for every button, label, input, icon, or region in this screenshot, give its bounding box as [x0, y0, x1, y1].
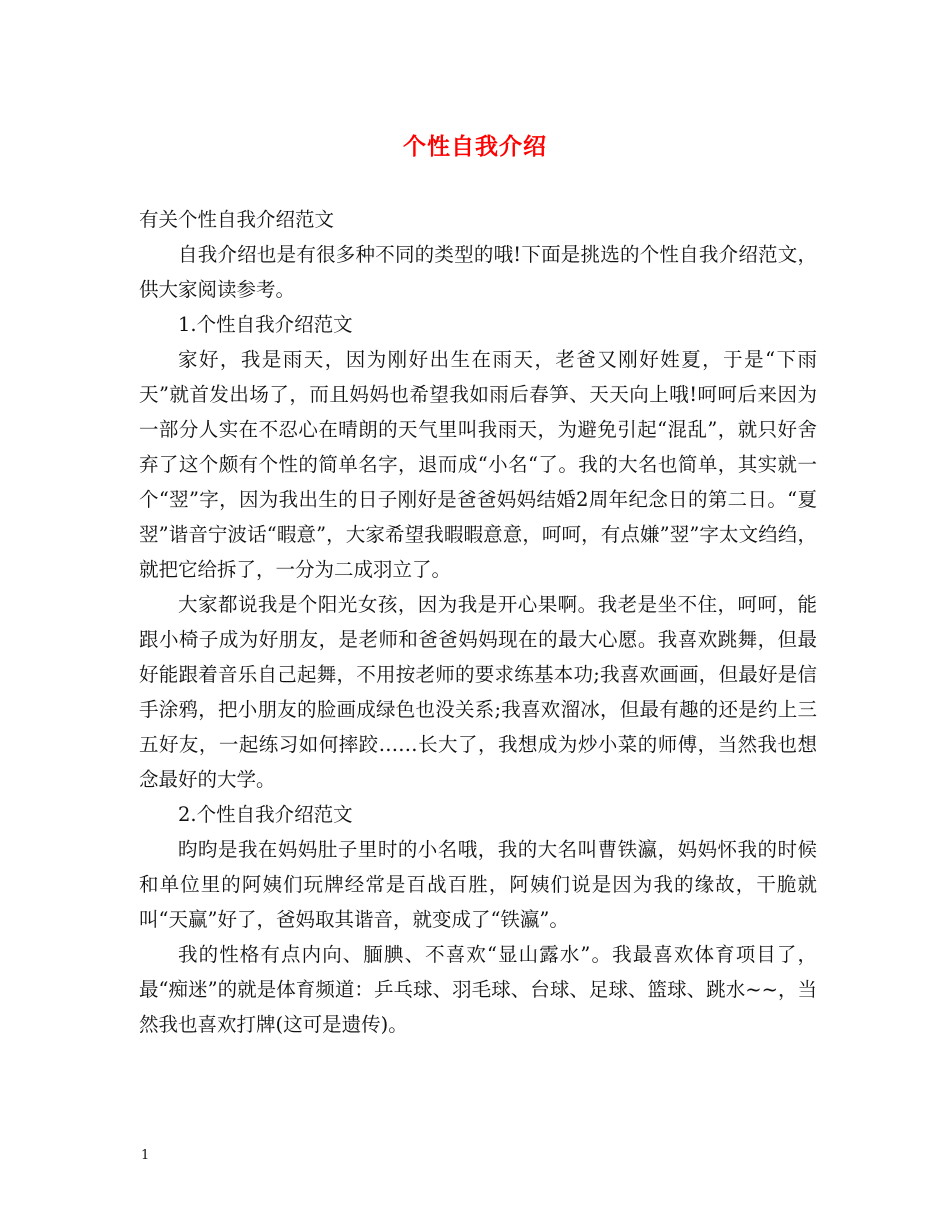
page-number: 1	[141, 1148, 150, 1163]
section-heading-1: 1.个性自我介绍范文	[178, 313, 353, 336]
paragraph-nickname: 昀昀是我在妈妈肚子里时的小名哦，我的大名叫曹铁瀛，妈妈怀我的时候和单位里的阿姨们玩牌经常是百战百胜，阿姨们说是因为我的缘故，干脆就叫“天赢”好了，爸妈取其谐音，就变成了“铁瀛”。	[139, 838, 817, 931]
document-body	[139, 202, 817, 1042]
paragraph-hobbies: 我的性格有点内向、腼腆、不喜欢“显山露水”。我最喜欢体育项目了，最“痴迷”的就是体育频道：乒乓球、羽毛球、台球、足球、篮球、跳水~~，当然我也喜欢打牌(这可是遗传)。	[139, 943, 817, 1036]
paragraph-intro: 自我介绍也是有很多种不同的类型的哦!下面是挑选的个性自我介绍范文，供大家阅读参考。	[139, 243, 817, 301]
document-subtitle: 有关个性自我介绍范文	[139, 208, 335, 231]
section-heading-2: 2.个性自我介绍范文	[178, 803, 353, 826]
paragraph-name-story: 家好，我是雨天，因为刚好出生在雨天，老爸又刚好姓夏，于是“下雨天”就首发出场了，而且妈妈也希望我如雨后春笋、天天向上哦!呵呵后来因为一部分人实在不忍心在晴朗的天气里叫我雨天，为避免引起“混乱”，就只好舍弃了这个颇有个性的简单名字，退而成“小名“了。我的大名也简单，其实就一个“翌”字，因为我出生的日子刚好是爸爸妈妈结婚2周年纪念日的第二日。“夏翌”谐音宁波话“暇意”，大家希望我暇暇意意，呵呵，有点嫌”翌”字太文绉绉，就把它给拆了，一分为二成羽立了。	[139, 348, 817, 581]
paragraph-personality: 大家都说我是个阳光女孩，因为我是开心果啊。我老是坐不住，呵呵，能跟小椅子成为好朋友，是老师和爸爸妈妈现在的最大心愿。我喜欢跳舞，但最好能跟着音乐自己起舞，不用按老师的要求练基本功;我喜欢画画，但最好是信手涂鸦，把小朋友的脸画成绿色也没关系;我喜欢溜冰，但最有趣的还是约上三五好友，一起练习如何摔跤……长大了，我想成为炒小菜的师傅，当然我也想念最好的大学。	[139, 593, 817, 791]
document-title: 个性自我介绍	[403, 133, 547, 160]
